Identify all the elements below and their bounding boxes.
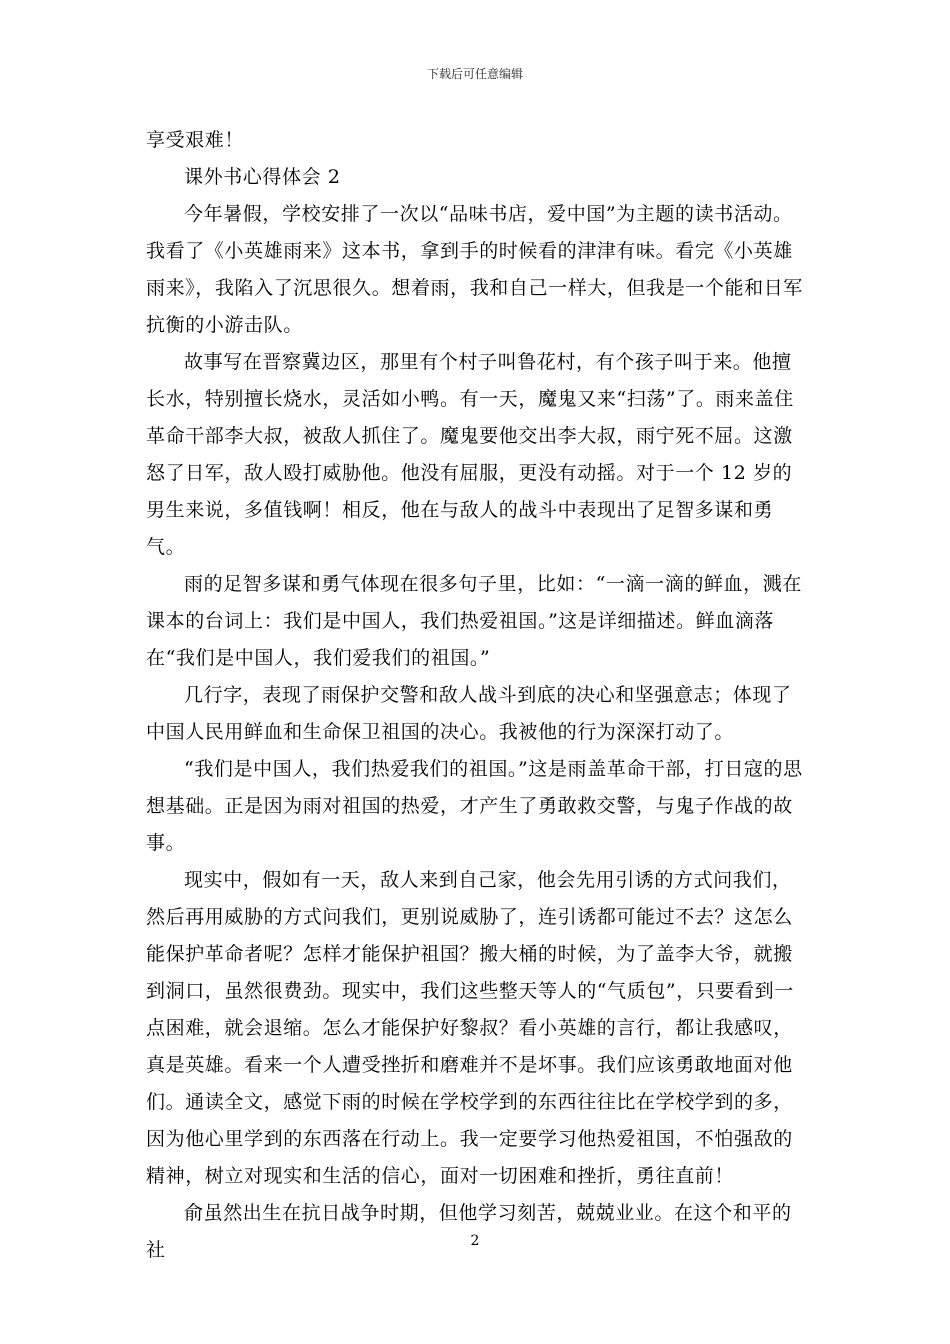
paragraph: 雨的足智多谋和勇气体现在很多句子里，比如：“一滴一滴的鲜血，溅在课本的台词上：我们是中国人，我们热爱祖国。”这是详细描述。鲜血滴落在“我们是中国人，我们爱我们的祖国。” xyxy=(146,573,802,669)
paragraph: 现实中，假如有一天，敌人来到自己家，他会先用引诱的方式问我们，然后再用威胁的方式问我们，更别说威胁了，连引诱都可能过不去？这怎么能保护革命者呢？怎样才能保护祖国？搬大桶的时候，为了盖李大爷，就搬到洞口，虽然很费劲。现实中，我们这些整天等人的“气质包”，只要看到一点困难，就会退缩。怎么才能保护好黎叔？看小英雄的言行，都让我感叹，真是英雄。看来一个人遭受挫折和磨难并不是坏事。我们应该勇敢地面对他们。通读全文，感觉下雨的时候在学校学到的东西往往比在学校学到的多，因为他心里学到的东西落在行动上。我一定要学习他热爱祖国，不怕强敌的精神，树立对现实和生活的信心，面对一切困难和挫折，勇往直前！ xyxy=(146,869,794,1187)
paragraph: 今年暑假，学校安排了一次以“品味书店，爱中国”为主题的读书活动。我看了《小英雄雨来》这本书，拿到手的时候看的津津有味。看完《小英雄雨来》，我陷入了沉思很久。想着雨，我和自己一样大，但我是一个能和日军抗衡的小游击队。 xyxy=(146,203,803,336)
paragraph: 俞虽然出生在抗日战争时期，但他学习刻苦，兢兢业业。在这个和平的社 xyxy=(146,1202,792,1261)
page-header-note: 下载后可任意编辑 xyxy=(426,67,523,81)
paragraph: 几行字，表现了雨保护交警和敌人战斗到底的决心和坚强意志；体现了中国人民用鲜血和生命保卫祖国的决心。我被他的行为深深打动了。 xyxy=(146,684,792,743)
document-body xyxy=(146,122,810,1269)
page-number: 2 xyxy=(470,1233,480,1249)
paragraph: 享受艰难！ xyxy=(146,129,245,151)
section-heading: 课外书心得体会 2 xyxy=(184,166,341,188)
paragraph: 故事写在晋察冀边区，那里有个村子叫鲁花村，有个孩子叫于来。他擅长水，特别擅长烧水，灵活如小鸭。有一天，魔鬼又来“扫荡”了。雨来盖住革命干部李大叔，被敌人抓住了。魔鬼要他交出李大叔，雨宁死不屈。这激怒了日军，敌人殴打威胁他。他没有屈服，更没有动摇。对于一个 12 岁的男生来说，多值钱啊！相反，他在与敌人的战斗中表现出了足智多谋和勇气。 xyxy=(146,351,794,558)
paragraph: “我们是中国人，我们热爱我们的祖国。”这是雨盖革命干部，打日寇的思想基础。正是因为雨对祖国的热爱，才产生了勇敢救交警，与鬼子作战的故事。 xyxy=(146,758,803,854)
